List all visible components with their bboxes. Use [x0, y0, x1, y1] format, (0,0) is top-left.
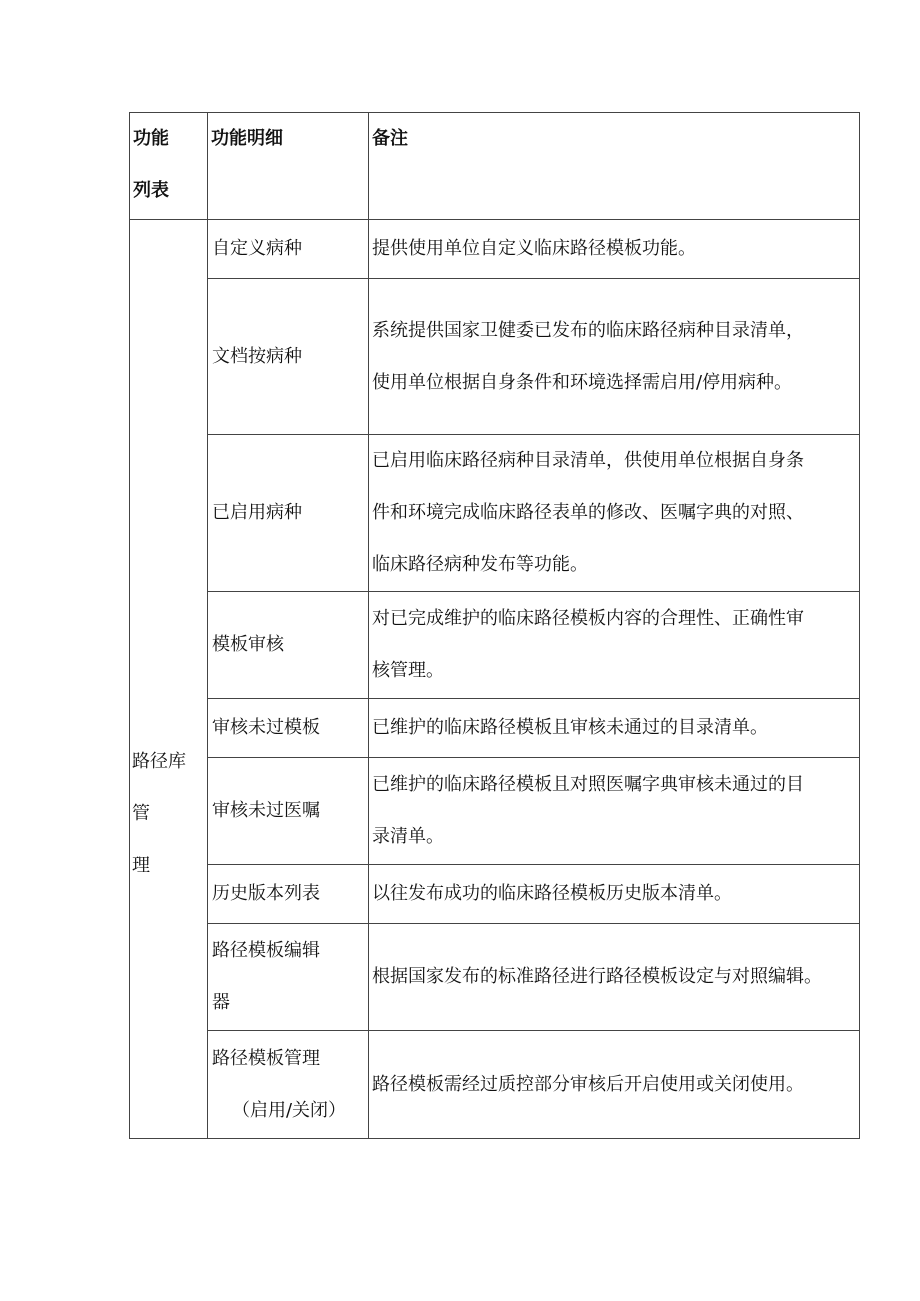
- header-col3-text: 备注: [372, 128, 408, 149]
- row-notes: [369, 220, 860, 279]
- row-note-line: 已维护的临床路径模板且对照医嘱字典审核未通过的目: [372, 774, 804, 795]
- group-label-line1: 路径库: [132, 751, 186, 772]
- table-row: [130, 220, 860, 279]
- row-note-line: 使用单位根据自身条件和环境选择需启用/停用病种。: [372, 371, 793, 393]
- row-name: [208, 758, 369, 865]
- header-col1-line2: 列表: [133, 180, 169, 201]
- row-notes: [369, 592, 860, 699]
- header-col1-line1: 功能: [133, 128, 169, 149]
- group-label-line3: 理: [132, 855, 150, 876]
- table-row: [130, 865, 860, 924]
- row-name-text: 模板审核: [212, 634, 284, 655]
- table-header-row: [130, 113, 860, 220]
- row-name-text: 审核未过模板: [212, 717, 320, 738]
- row-note-line: 以往发布成功的临床路径模板历史版本清单。: [372, 883, 732, 904]
- row-notes: [369, 699, 860, 758]
- header-function-detail: [208, 113, 369, 220]
- row-note-line: 路径模板需经过质控部分审核后开启使用或关闭使用。: [372, 1073, 804, 1095]
- table-row: [130, 758, 860, 865]
- row-name-text: 审核未过医嘱: [212, 800, 320, 821]
- row-notes: [369, 865, 860, 924]
- row-notes: [369, 279, 860, 435]
- row-note-line: 核管理。: [372, 660, 444, 681]
- row-note-line: 已维护的临床路径模板且审核未通过的目录清单。: [372, 717, 768, 738]
- table-row: [130, 924, 860, 1031]
- row-notes: [369, 924, 860, 1031]
- table-row: [130, 1031, 860, 1139]
- row-name-text: 自定义病种: [212, 238, 302, 259]
- row-note-line: 根据国家发布的标准路径进行路径模板设定与对照编辑。: [372, 966, 822, 987]
- header-col2-text: 功能明细: [211, 128, 283, 149]
- row-name-text: 历史版本列表: [212, 883, 320, 904]
- row-name: [208, 279, 369, 435]
- header-notes: [369, 113, 860, 220]
- row-name: [208, 924, 369, 1031]
- row-note-line: 录清单。: [372, 826, 444, 847]
- row-note-line: 件和环境完成临床路径表单的修改、医嘱字典的对照、: [372, 502, 804, 523]
- table-row: [130, 592, 860, 699]
- group-path-library-management: [130, 220, 208, 1139]
- row-name: [208, 220, 369, 279]
- row-notes: [369, 1031, 860, 1139]
- row-name: [208, 592, 369, 699]
- row-name-text: 路径模板管理: [212, 1047, 320, 1069]
- row-notes: [369, 758, 860, 865]
- row-notes: [369, 435, 860, 592]
- row-note-line: 提供使用单位自定义临床路径模板功能。: [372, 238, 696, 259]
- row-name: [208, 1031, 369, 1139]
- row-note-line: 对已完成维护的临床路径模板内容的合理性、正确性审: [372, 608, 804, 629]
- row-name-text: 器: [212, 992, 230, 1013]
- table-row: [130, 279, 860, 435]
- function-table: [129, 112, 860, 1139]
- row-note-line: 已启用临床路径病种目录清单，供使用单位根据自身条: [372, 450, 804, 471]
- row-name: [208, 699, 369, 758]
- table-row: [130, 699, 860, 758]
- table-row: [130, 435, 860, 592]
- row-name: [208, 865, 369, 924]
- row-note-line: 临床路径病种发布等功能。: [372, 554, 588, 575]
- row-name-text: 文档按病种: [212, 345, 302, 367]
- group-label-line2: 管: [132, 803, 150, 824]
- row-name-text: 路径模板编辑: [212, 940, 320, 961]
- row-name-text: 已启用病种: [212, 502, 302, 523]
- header-function-list: [130, 113, 208, 220]
- row-name-text: （启用/关闭）: [231, 1099, 347, 1121]
- row-note-line: 系统提供国家卫健委已发布的临床路径病种目录清单，: [372, 319, 804, 341]
- row-name: [208, 435, 369, 592]
